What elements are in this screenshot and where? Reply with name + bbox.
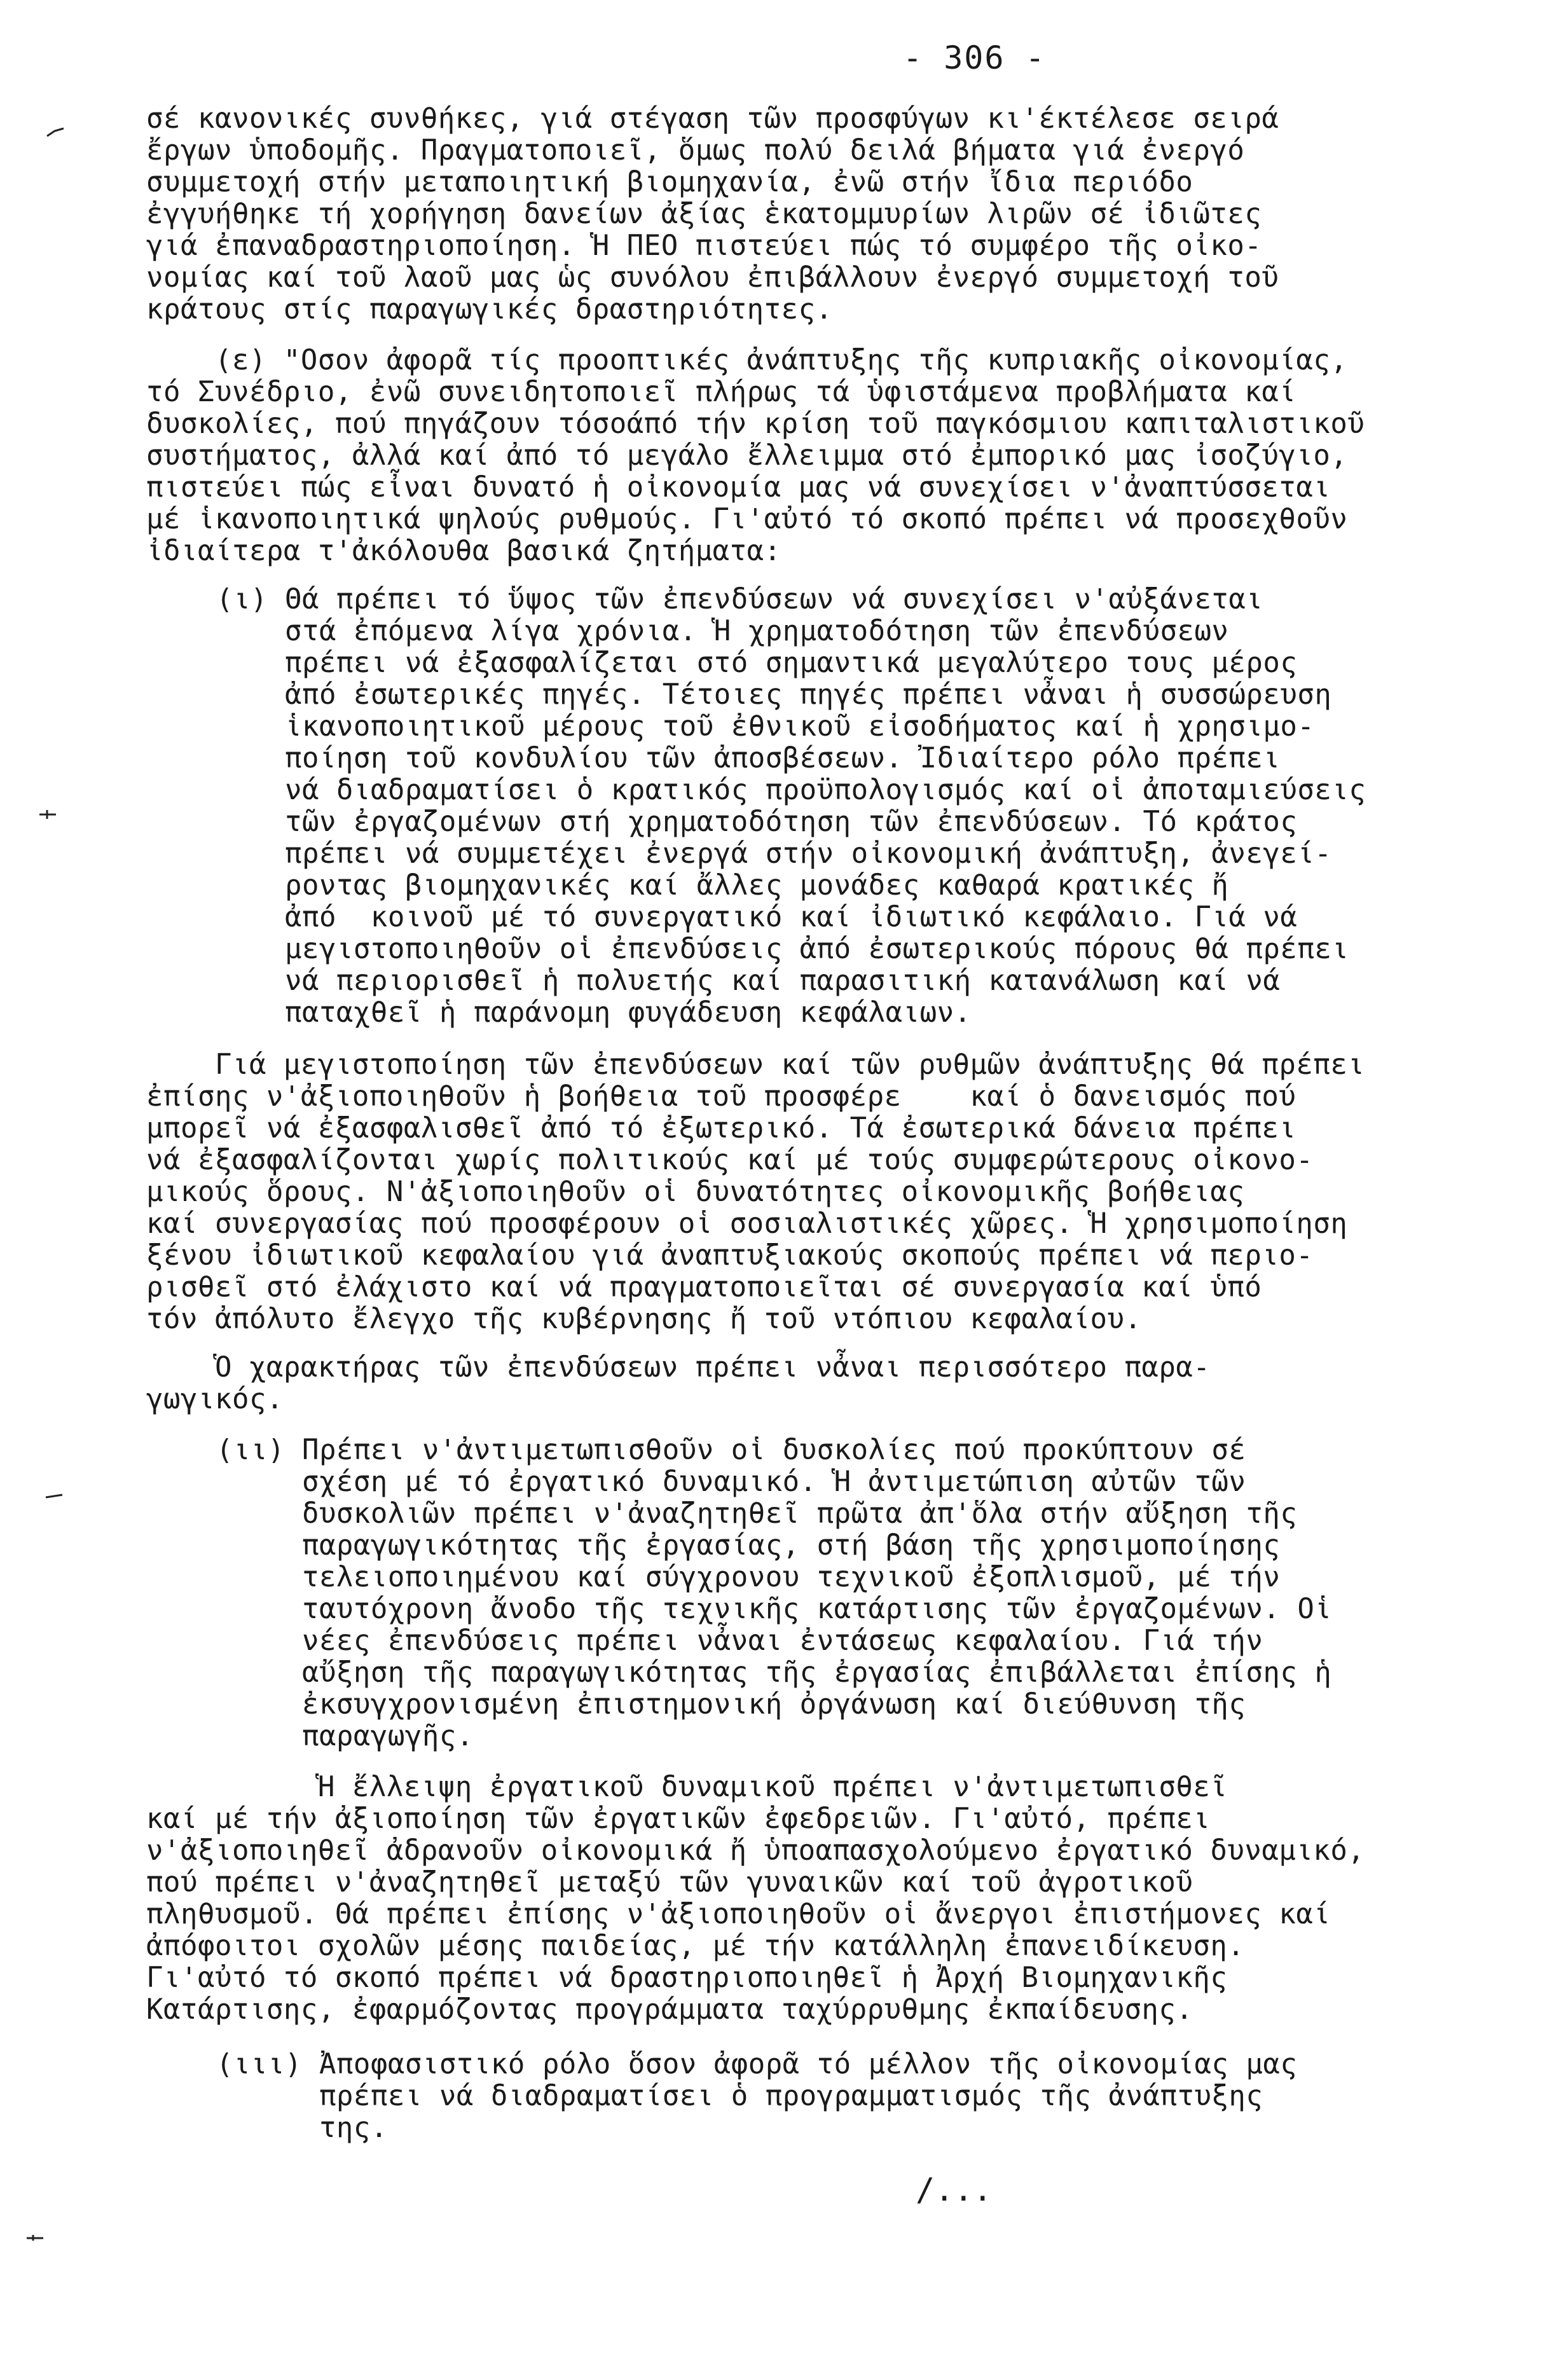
text-line: νομίας καί τοῦ λαοῦ μας ὡς συνόλου ἐπιβάλλουν ἐνεργό συμμετοχή τοῦ [146,261,1279,294]
text-line: παραγωγῆς. [216,1720,474,1752]
text-line: μικούς ὅρους. Ν'ἀξιοποιηθοῦν οἱ δυνατότητες οἰκονομικῆς βοήθειας [146,1176,1245,1208]
text-line: σέ κανονικές συνθήκες, γιά στέγαση τῶν προσφύγων κι'έκτέλεσε σειρά [146,102,1279,135]
margin-mark-icon [25,2232,45,2243]
text-line: πιστεύει πώς εἶναι δυνατό ἡ οἰκονομία μας νά συνεχίσει ν'ἀναπτύσσεται [146,471,1331,504]
text-line: πληθυσμοῦ. Θά πρέπει ἐπίσης ν'ἀξιοποιηθοῦν οἱ ἄνεργοι ἐπιστήμονες καί [146,1898,1331,1930]
text-line: Κατάρτισης, ἐφαρμόζοντας προγράμματα ταχύρρυθμης ἐκπαίδευσης. [146,1993,1193,2026]
text-line: παραγωγικότητας τῆς ἐργασίας, στή βάση τῆς χρησιμοποίησης [216,1529,1281,1562]
text-line: ἐγγυήθηκε τή χορήγηση δανείων ἀξίας ἑκατομμυρίων λιρῶν σέ ἰδιῶτες [146,198,1262,230]
text-line: ἱκανοποιητικοῦ μέρους τοῦ ἐθνικοῦ εἰσοδήματος καί ἡ χρησιμο- [216,710,1315,743]
text-line: ροντας βιομηχανικές καί ἄλλες μονάδες καθαρά κρατικές ἤ [216,869,1229,902]
text-line: (ι) Θά πρέπει τό ὕψος τῶν ἐπενδύσεων νά συνεχίσει ν'αὐξάνεται [216,583,1263,615]
text-line: Ἡ ἔλλειψη ἐργατικοῦ δυναμικοῦ πρέπει ν'ἀντιμετωπισθεῖ [146,1771,1228,1803]
continuation-mark: /... [916,2171,993,2208]
page-number: - 306 - [903,39,1046,76]
text-line: αὔξηση τῆς παραγωγικότητας τῆς ἐργασίας ἐπιβάλλεται ἐπίσης ἡ [216,1656,1332,1689]
text-line: Γιά μεγιστοποίηση τῶν ἐπενδύσεων καί τῶν ρυθμῶν ἀνάπτυξης θά πρέπει [146,1048,1365,1081]
text-line: ἐπίσης ν'ἀξιοποιηθοῦν ἡ βοήθεια τοῦ προσφέρε καί ὁ δανεισμός πού [146,1080,1296,1113]
text-line: τελειοποιημένου καί σύγχρονου τεχνικοῦ ἐξοπλισμοῦ, μέ τήν [216,1561,1281,1593]
text-line: γιά ἐπαναδραστηριοποίηση. Ἡ ΠΕΟ πιστεύει πώς τό συμφέρο τῆς οἰκο- [146,230,1262,262]
text-line: (ιι) Πρέπει ν'ἀντιμετωπισθοῦν οἱ δυσκολίες πού προκύπτουν σέ [216,1434,1246,1466]
text-line: δυσκολίες, πού πηγάζουν τόσοάπό τήν κρίση τοῦ παγκόσμιου καπιταλιστικοῦ [146,408,1365,440]
text-line: ἀπό κοινοῦ μέ τό συνεργατικό καί ἰδιωτικό κεφάλαιο. Γιά νά [216,901,1298,933]
margin-mark-icon [46,127,65,139]
text-line: ποίηση τοῦ κονδυλίου τῶν ἀποσβέσεων. Ἰδιαίτερο ρόλο πρέπει [216,742,1281,774]
text-line: ρισθεῖ στό ἐλάχιστο καί νά πραγματοποιεῖται σέ συνεργασία καί ὑπό [146,1271,1262,1303]
text-line: καί μέ τήν ἀξιοποίηση τῶν ἐργατικῶν ἐφεδρειῶν. Γι'αὐτό, πρέπει [146,1803,1211,1835]
text-line: ἰδιαίτερα τ'ἀκόλουθα βασικά ζητήματα: [146,535,781,567]
text-line: μέ ἱκανοποιητικά ψηλούς ρυθμούς. Γι'αὐτό τό σκοπό πρέπει νά προσεχθοῦν [146,503,1348,535]
text-line: τῶν ἐργαζομένων στή χρηματοδότηση τῶν ἐπενδύσεων. Τό κράτος [216,806,1298,838]
text-line: μεγιστοποιηθοῦν οἱ ἐπενδύσεις ἀπό ἐσωτερικούς πόρους θά πρέπει [216,933,1349,965]
text-line: πρέπει νά συμμετέχει ἐνεργά στήν οἰκονομική ἀνάπτυξη, ἀνεγεί- [216,837,1332,870]
text-line: ταυτόχρονη ἄνοδο τῆς τεχνικῆς κατάρτισης τῶν ἐργαζομένων. Οἱ [216,1593,1332,1625]
text-line: ξένου ἰδιωτικοῦ κεφαλαίου γιά ἀναπτυξιακούς σκοπούς πρέπει νά περιο- [146,1239,1314,1272]
text-line: (ε) "Οσον ἀφορᾶ τίς προοπτικές ἀνάπτυξης τῆς κυπριακῆς οἰκονομίας, [146,344,1348,376]
text-line: τόν ἀπόλυτο ἔλεγχο τῆς κυβέρνησης ἤ τοῦ ντόπιου κεφαλαίου. [146,1303,1142,1335]
text-line: πού πρέπει ν'ἀναζητηθεῖ μεταξύ τῶν γυναικῶν καί τοῦ ἀγροτικοῦ [146,1866,1193,1899]
text-line: Ὁ χαρακτήρας τῶν ἐπενδύσεων πρέπει νἆναι περισσότερο παρα- [146,1351,1211,1384]
text-line: νά ἐξασφαλίζονται χωρίς πολιτικούς καί μέ τούς συμφερώτερους οἰκονο- [146,1144,1314,1176]
text-line: γωγικός. [146,1383,284,1415]
text-line: νά διαδραματίσει ὁ κρατικός προϋπολογισμός καί οἱ ἀποταμιεύσεις [216,774,1366,806]
text-line: ν'ἀξιοποιηθεῖ ἀδρανοῦν οἰκονομικά ἤ ὑποαπασχολούμενο ἐργατικό δυναμικό, [146,1834,1365,1867]
text-line: πρέπει νά ἐξασφαλίζεται στό σημαντικά μεγαλύτερο τους μέρος [216,647,1298,679]
text-line: ἐκσυγχρονισμένη ἐπιστημονική ὀργάνωση καί διεύθυνση τῆς [216,1688,1246,1721]
text-line: ἀπό ἐσωτερικές πηγές. Τέτοιες πηγές πρέπει νἆναι ἡ συσσώρευση [216,678,1332,711]
text-line: δυσκολιῶν πρέπει ν'ἀναζητηθεῖ πρῶτα ἀπ'ὅλα στήν αὔξηση τῆς [216,1497,1298,1530]
text-line: τό Συνέδριο, ἐνῶ συνειδητοποιεῖ πλήρως τά ὑφιστάμενα προβλήματα καί [146,376,1296,408]
text-line: ἔργων ὑποδομῆς. Πραγματοποιεῖ, ὅμως πολύ δειλά βήματα γιά ἐνεργό [146,134,1245,167]
text-line: νέες ἐπενδύσεις πρέπει νἆναι ἐντάσεως κεφαλαίου. Γιά τήν [216,1625,1263,1657]
text-line: Γι'αὐτό τό σκοπό πρέπει νά δραστηριοποιηθεῖ ἡ Ἀρχή Βιομηχανικῆς [146,1962,1228,1994]
text-line: συμμετοχή στήν μεταποιητική βιομηχανία, ἐνῶ στήν ἴδια περιόδο [146,166,1193,198]
text-line: (ιιι) Ἀποφασιστικό ρόλο ὅσον ἀφορᾶ τό μέλλον τῆς οἰκονομίας μας [216,2048,1298,2080]
text-line: πρέπει νά διαδραματίσει ὁ προγραμματισμός τῆς ἀνάπτυξης [216,2080,1263,2112]
text-line: σχέση μέ τό ἐργατικό δυναμικό. Ἡ ἀντιμετώπιση αὐτῶν τῶν [216,1466,1246,1498]
text-line: νά περιορισθεῖ ἡ πολυετής καί παρασιτική κατανάλωση καί νά [216,965,1281,997]
text-line: καί συνεργασίας πού προσφέρουν οἱ σοσιαλιστικές χῶρες. Ἡ χρησιμοποίηση [146,1207,1348,1240]
text-line: μπορεῖ νά ἐξασφαλισθεῖ ἀπό τό ἐξωτερικό. Τά ἐσωτερικά δάνεια πρέπει [146,1112,1296,1144]
text-line: κράτους στίς παραγωγικές δραστηριότητες. [146,293,833,326]
text-line: ἀπόφοιτοι σχολῶν μέσης παιδείας, μέ τήν κατάλληλη ἐπανειδίκευση. [146,1930,1245,1962]
text-line: παταχθεῖ ἡ παράνομη φυγάδευση κεφάλαιων. [216,996,972,1029]
text-line: της. [216,2112,388,2144]
text-line: στά ἐπόμενα λίγα χρόνια. Ἡ χρηματοδότηση τῶν ἐπενδύσεων [216,615,1229,647]
margin-mark-icon [38,809,57,820]
margin-mark-icon [45,1491,64,1502]
text-line: συστήματος, ἀλλά καί ἀπό τό μεγάλο ἔλλειμμα στό ἐμπορικό μας ἰσοζύγιο, [146,439,1348,472]
